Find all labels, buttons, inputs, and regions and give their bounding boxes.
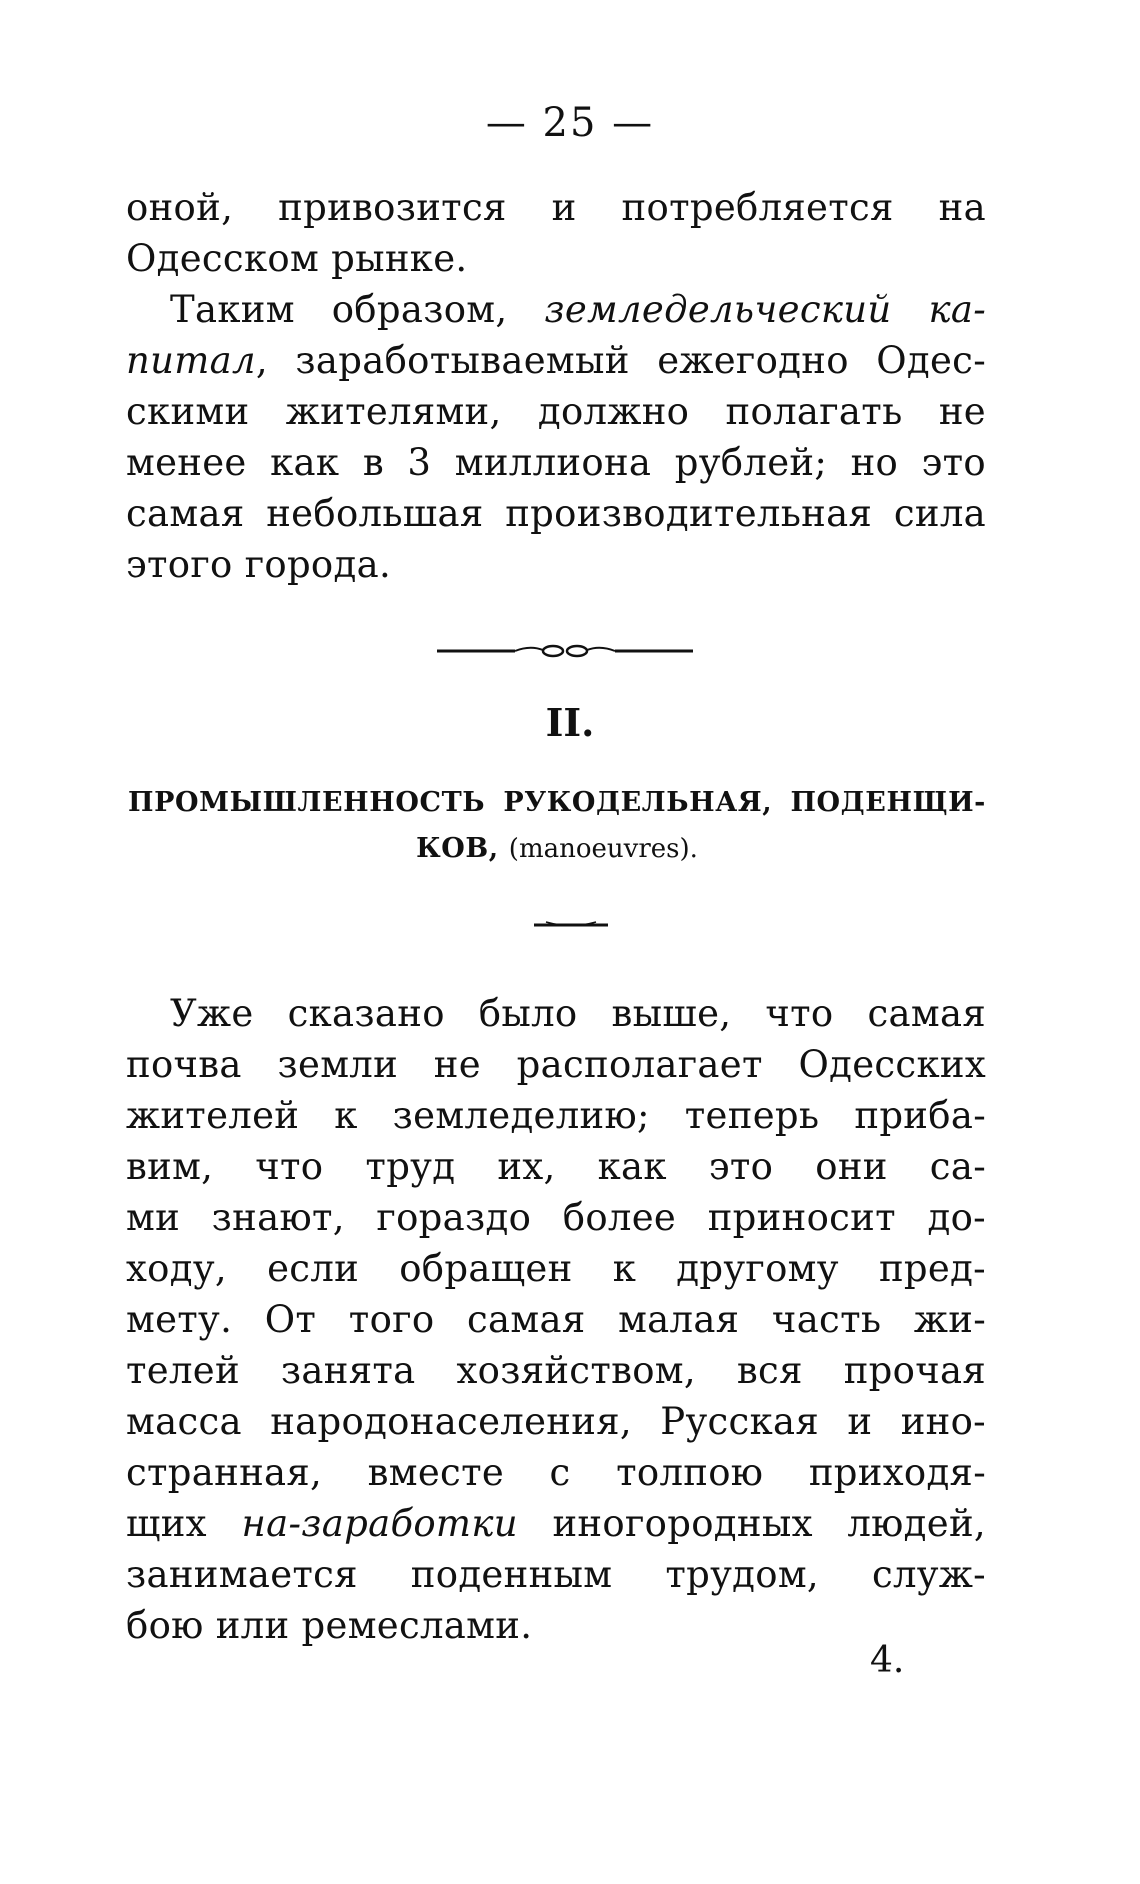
- text-segment: оной, привозится и потребляется на: [126, 186, 986, 229]
- signature-mark: 4.: [870, 1640, 905, 1681]
- text-line: [126, 437, 986, 488]
- italic-segment: питал: [126, 339, 256, 382]
- text-line: [126, 488, 986, 539]
- text-line: [126, 284, 986, 335]
- text-segment: Уже сказано было выше, что самая: [170, 992, 986, 1035]
- text-segment: ми знают, гораздо более приносит до-: [126, 1196, 986, 1239]
- text-line: [126, 1447, 986, 1498]
- text-segment: щих: [126, 1502, 242, 1545]
- text-line: [126, 1600, 986, 1651]
- text-segment: самая небольшая производительная сила: [126, 492, 986, 535]
- text-segment: вим, что труд их, как это они са-: [126, 1145, 986, 1188]
- text-segment: жителей к земледелию; теперь приба-: [126, 1094, 986, 1137]
- small-divider: [532, 918, 610, 932]
- text-segment: иногородных людей,: [517, 1502, 986, 1545]
- text-line: [126, 1192, 986, 1243]
- italic-segment: земледельческий ка-: [544, 288, 986, 331]
- text-line: [126, 1294, 986, 1345]
- text-line: [126, 1090, 986, 1141]
- text-line: [126, 182, 986, 233]
- text-line: [126, 1396, 986, 1447]
- heading-note: (manoeuvres).: [508, 834, 698, 864]
- text-segment: менее как в 3 миллиона рублей; но это: [126, 441, 986, 484]
- heading-line-2: [128, 826, 986, 872]
- text-segment: телей занята хозяйством, вся прочая: [126, 1349, 986, 1392]
- heading-word: КОВ,: [416, 833, 499, 864]
- text-segment: занимается поденным трудом, служ-: [126, 1553, 986, 1596]
- text-segment: ходу, если обращен к другому пред-: [126, 1247, 986, 1290]
- paragraph-top: [126, 182, 986, 590]
- text-line: [126, 1345, 986, 1396]
- text-line: [126, 1141, 986, 1192]
- text-segment: почва земли не располагает Одесских: [126, 1043, 986, 1086]
- heading-line-1: ПРОМЫШЛЕННОСТЬ РУКОДЕЛЬНАЯ, ПОДЕНЩИ-: [128, 787, 986, 818]
- text-segment: скими жителями, должно полагать не: [126, 390, 986, 433]
- text-line: [126, 233, 986, 284]
- ornamental-divider: [435, 638, 695, 664]
- section-number: II.: [545, 700, 595, 745]
- text-segment: , заработываемый ежегодно Одес-: [255, 339, 986, 382]
- text-segment: Таким образом,: [170, 288, 545, 331]
- italic-segment: на-заработки: [241, 1502, 518, 1545]
- text-segment: Одесском рынке.: [126, 237, 468, 280]
- text-line: [126, 1039, 986, 1090]
- text-line: [126, 1243, 986, 1294]
- text-line: [126, 988, 986, 1039]
- text-segment: бою или ремеслами.: [126, 1604, 533, 1647]
- text-line: [126, 1549, 986, 1600]
- text-line: [126, 539, 986, 590]
- text-line: [126, 1498, 986, 1549]
- text-segment: этого города.: [126, 543, 392, 586]
- section-heading: [128, 780, 986, 872]
- text-line: [126, 335, 986, 386]
- text-segment: странная, вместе с толпою приходя-: [126, 1451, 986, 1494]
- text-line: [126, 386, 986, 437]
- page-number: — 25 —: [485, 100, 655, 146]
- text-segment: масса народонаселения, Русская и ино-: [126, 1400, 986, 1443]
- paragraph-main: [126, 988, 986, 1651]
- text-segment: мету. От того самая малая часть жи-: [126, 1298, 986, 1341]
